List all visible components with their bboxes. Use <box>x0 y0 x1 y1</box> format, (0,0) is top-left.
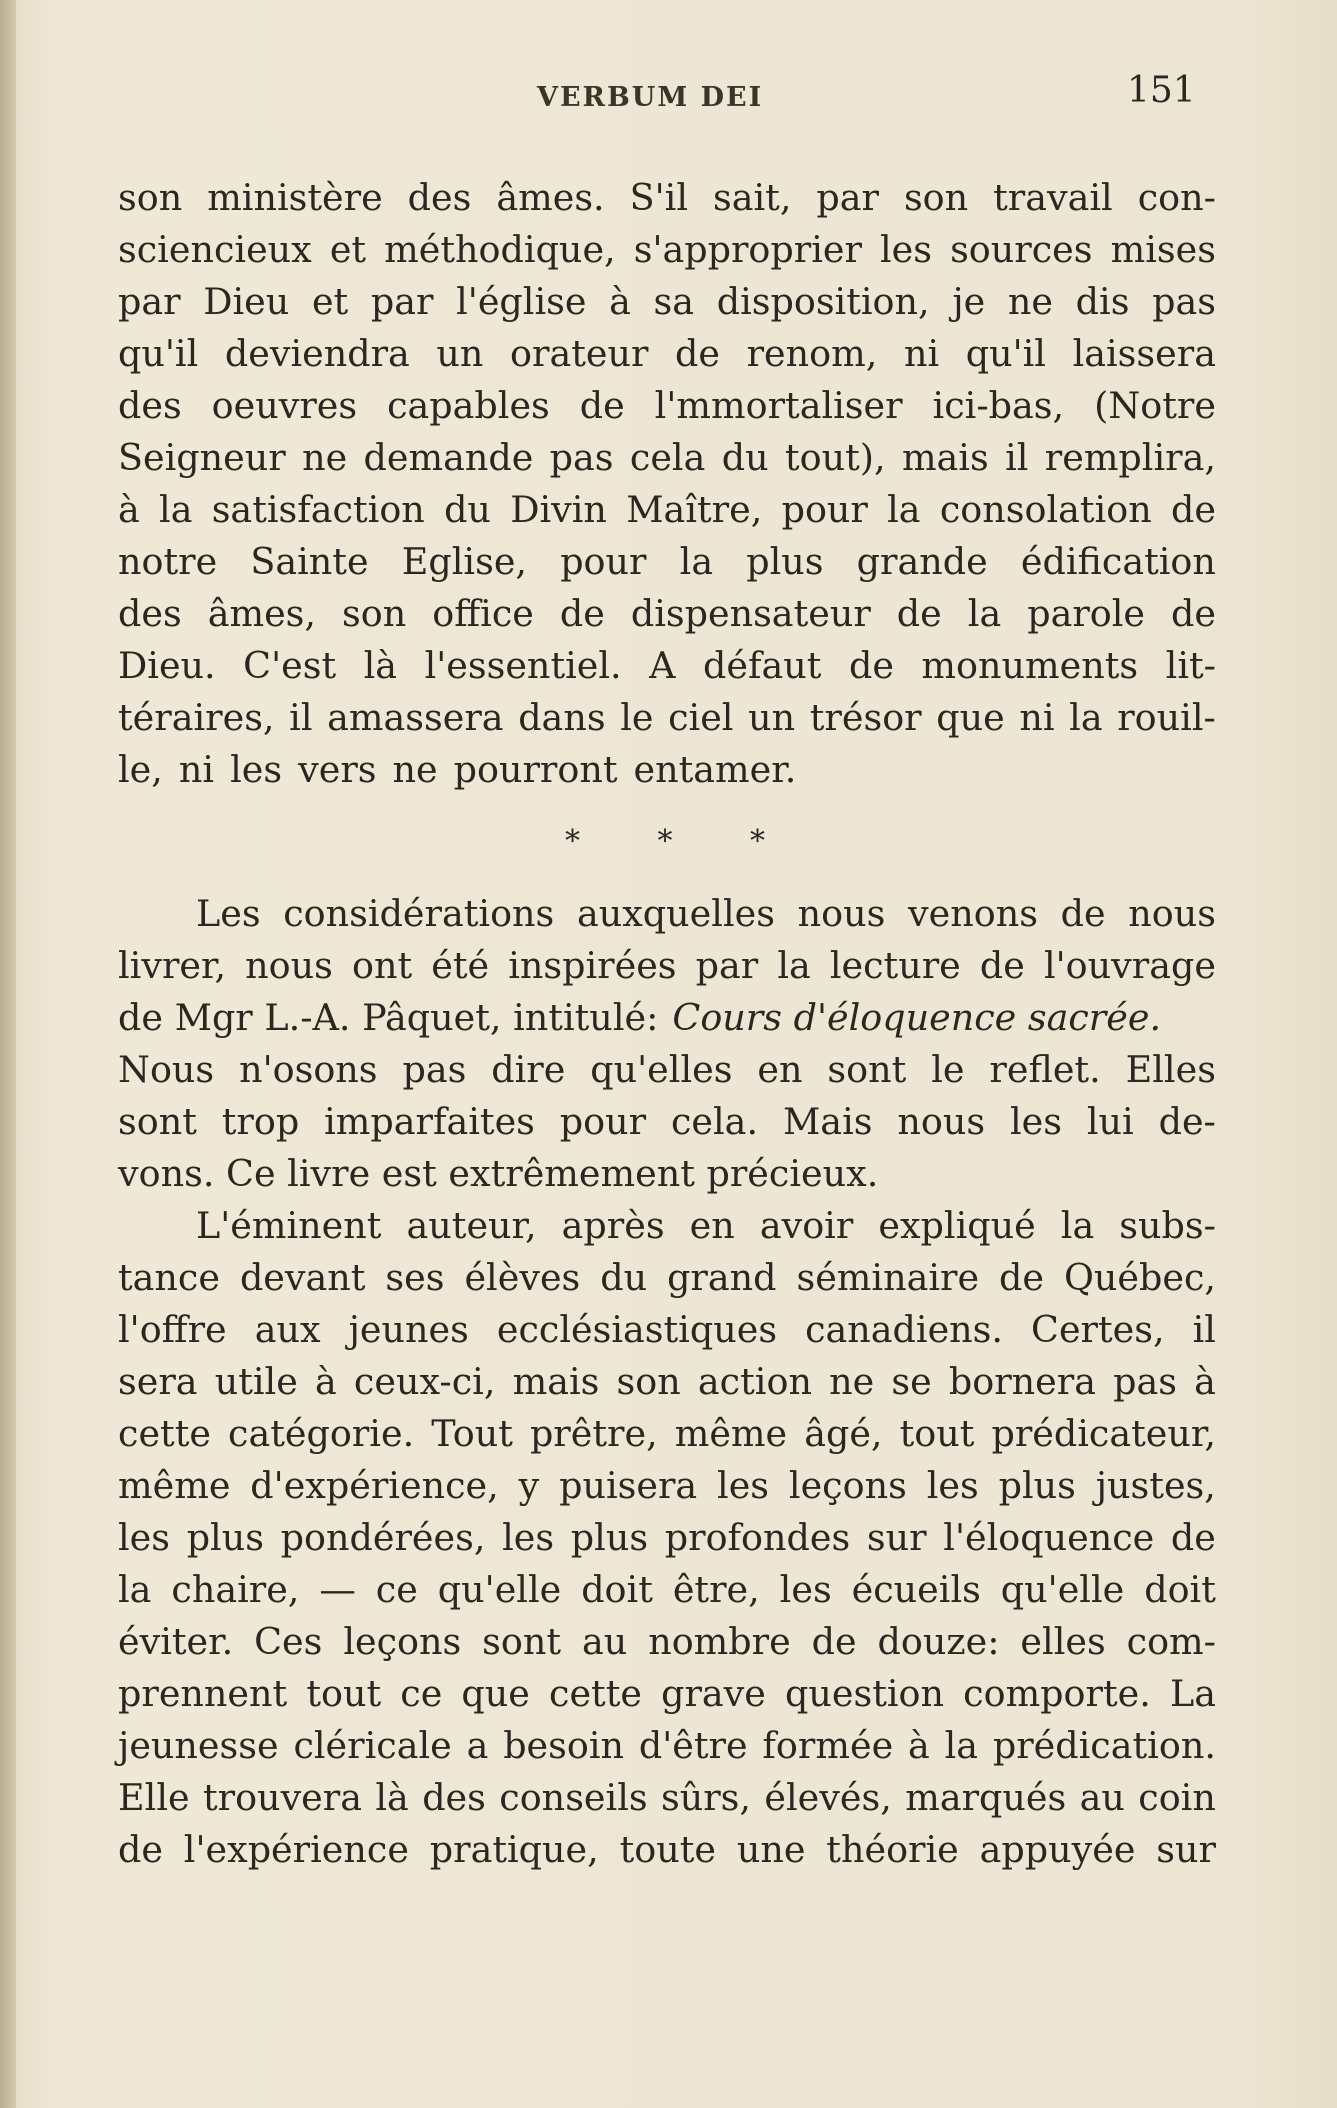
page-number: 151 <box>1127 70 1196 111</box>
text-line: Dieu. C'est là l'essentiel. A défaut de monuments lit- <box>118 644 1216 687</box>
text-line: même d'expérience, y puisera les leçons les plus justes, <box>118 1464 1216 1507</box>
text-line: éviter. Ces leçons sont au nombre de douze: elles com- <box>118 1620 1216 1663</box>
text-line: L'éminent auteur, après en avoir expliqué la subs- <box>196 1204 1216 1247</box>
text-line: vons. Ce livre est extrêmement précieux. <box>118 1152 879 1195</box>
running-head: VERBUM DEI <box>537 82 764 113</box>
paragraph-1 <box>118 172 1216 796</box>
text-line: des âmes, son office de dispensateur de la parole de <box>118 592 1216 635</box>
text-line: qu'il deviendra un orateur de renom, ni qu'il laissera <box>118 332 1216 375</box>
text-line: téraires, il amassera dans le ciel un trésor que ni la rouil- <box>118 696 1216 739</box>
text-line: jeunesse cléricale a besoin d'être formée à la prédication. <box>118 1724 1216 1767</box>
text-line: cette catégorie. Tout prêtre, même âgé, tout prédicateur, <box>118 1412 1216 1455</box>
text-line: de l'expérience pratique, toute une théorie appuyée sur <box>118 1828 1216 1871</box>
text-line: les plus pondérées, les plus profondes sur l'éloquence de <box>118 1516 1216 1559</box>
binding-edge <box>0 0 16 2108</box>
text-line: livrer, nous ont été inspirées par la lecture de l'ouvrage <box>118 944 1216 987</box>
text-line: tance devant ses élèves du grand séminaire de Québec, <box>118 1256 1216 1299</box>
text-line: l'offre aux jeunes ecclésiastiques canadiens. Certes, il <box>118 1308 1216 1351</box>
text-line <box>118 992 1216 1044</box>
text-line: par Dieu et par l'église à sa disposition, je ne dis pas <box>118 280 1216 323</box>
text-line: Nous n'osons pas dire qu'elles en sont le reflet. Elles <box>118 1048 1216 1091</box>
text-line: à la satisfaction du Divin Maître, pour la consolation de <box>118 488 1216 531</box>
text-line: Elle trouvera là des conseils sûrs, élevés, marqués au coin <box>118 1776 1216 1819</box>
text-line: des oeuvres capables de l'mmortaliser ici-bas, (Notre <box>118 384 1216 427</box>
text-line: notre Sainte Eglise, pour la plus grande édification <box>118 540 1216 583</box>
book-title: Cours d'éloquence sacrée. <box>672 996 1162 1039</box>
text-line: prennent tout ce que cette grave question comporte. La <box>118 1672 1216 1715</box>
text-line: sont trop imparfaites pour cela. Mais nous les lui de- <box>118 1100 1216 1143</box>
text-line: sciencieux et méthodique, s'approprier les sources mises <box>118 228 1216 271</box>
text-line: la chaire, — ce qu'elle doit être, les écueils qu'elle doit <box>118 1568 1216 1611</box>
section-separator: * * * <box>564 824 800 859</box>
text-line-prefix: de Mgr L.-A. Pâquet, intitulé: <box>118 996 659 1039</box>
text-line: sera utile à ceux-ci, mais son action ne se bornera pas à <box>118 1360 1216 1403</box>
text-line: Les considérations auxquelles nous venons de nous <box>196 892 1216 935</box>
paragraph-3 <box>118 1200 1216 1876</box>
text-line: le, ni les vers ne pourront entamer. <box>118 748 797 791</box>
text-line: son ministère des âmes. S'il sait, par son travail con- <box>118 176 1216 219</box>
text-line: Seigneur ne demande pas cela du tout), mais il remplira, <box>118 436 1216 479</box>
body-text <box>118 172 1216 1876</box>
paragraph-2 <box>118 888 1216 1200</box>
